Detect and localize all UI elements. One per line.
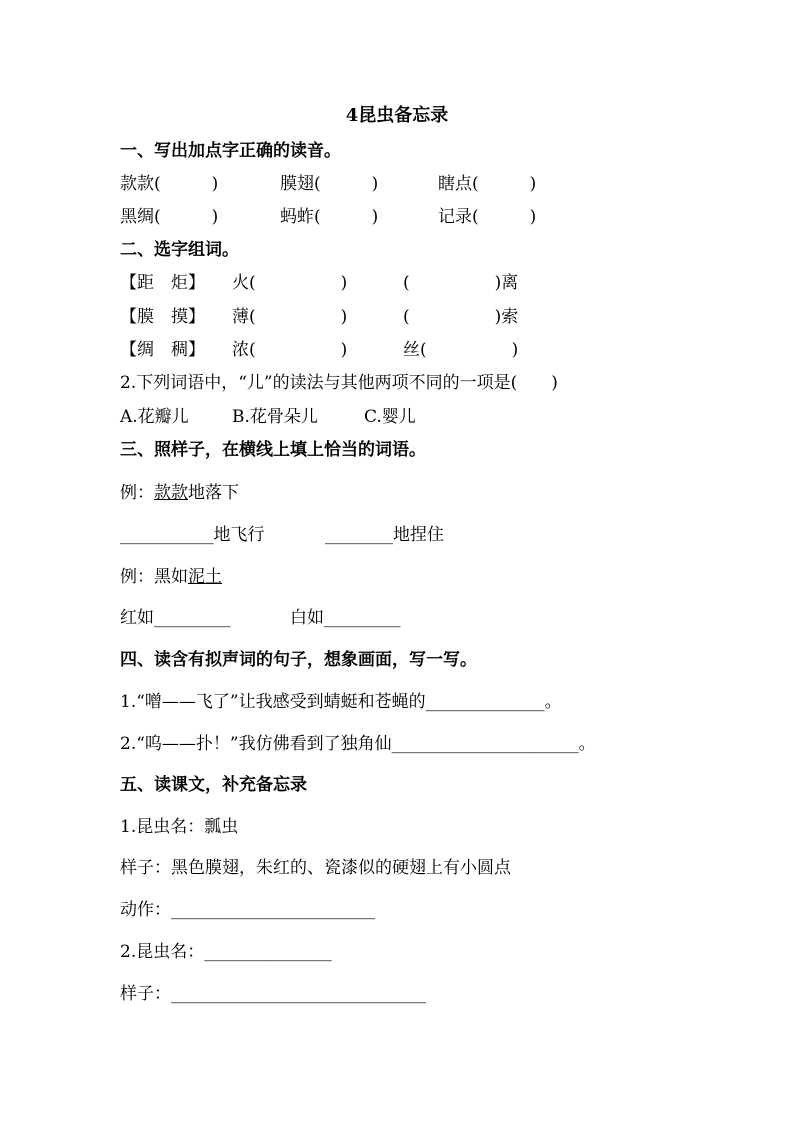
fill-blank: 白如_________ [290,608,401,628]
pinyin-item: 膜翅( ) [280,174,379,194]
fill-blank: ___________地飞行 [120,525,265,545]
word-blank: 薄( ) [232,307,348,327]
insect-action-1: 动作：________________________ [120,900,375,920]
example-2 [120,566,222,588]
option-b: B.花骨朵儿 [232,407,318,427]
example-1 [120,482,239,504]
word-blank: ( )索 [403,307,519,327]
pinyin-item: 瞎点( ) [438,174,537,194]
option-a: A.花瓣儿 [120,407,189,427]
pinyin-item: 蚂蚱( ) [280,207,379,227]
word-blank: 丝( ) [403,340,519,360]
insect-appearance-1: 样子：黑色膜翅，朱红的、瓷漆似的硬翅上有小圆点 [120,858,511,878]
example-word: 款款 [154,483,188,503]
example-suffix: 地落下 [188,483,239,503]
example-label: 例： [120,483,154,503]
insect-name-2: 2.昆虫名：_______________ [120,942,332,962]
worksheet-title: 4昆虫备忘录 [345,105,449,126]
pinyin-item: 记录( ) [438,207,537,227]
section-1-heading: 一、写出加点字正确的读音。 [120,141,341,161]
section-5-heading: 五、读课文，补充备忘录 [120,775,307,795]
pinyin-item: 款款( ) [120,174,219,194]
question-2: 2.“呜——扑！”我仿佛看到了独角仙______________________。 [120,734,596,754]
char-choice: 【距 炬】 [120,273,205,293]
section-3-heading: 三、照样子，在横线上填上恰当的词语。 [120,440,426,460]
word-blank: 浓( ) [232,340,348,360]
word-blank: 火( ) [232,273,348,293]
question-1: 1.“噌——飞了”让我感受到蜻蜓和苍蝇的______________。 [120,692,562,712]
char-choice: 【膜 摸】 [120,307,205,327]
fill-blank: ________地捏住 [325,525,444,545]
fill-blank: 红如_________ [120,608,231,628]
section-4-heading: 四、读含有拟声词的句子，想象画面，写一写。 [120,650,477,670]
example-label: 例：黑如 [120,567,188,587]
insect-appearance-2: 样子：______________________________ [120,984,426,1004]
example-word: 泥土 [188,567,222,587]
word-blank: ( )离 [403,273,519,293]
section-2-heading: 二、选字组词。 [120,240,239,260]
pinyin-item: 黑绸( ) [120,207,219,227]
option-c: C.婴儿 [364,407,416,427]
insect-name-1: 1.昆虫名：瓢虫 [120,817,239,837]
char-choice: 【绸 稠】 [120,340,205,360]
question-2: 2.下列词语中，“儿”的读法与其他两项不同的一项是( ) [120,373,558,393]
